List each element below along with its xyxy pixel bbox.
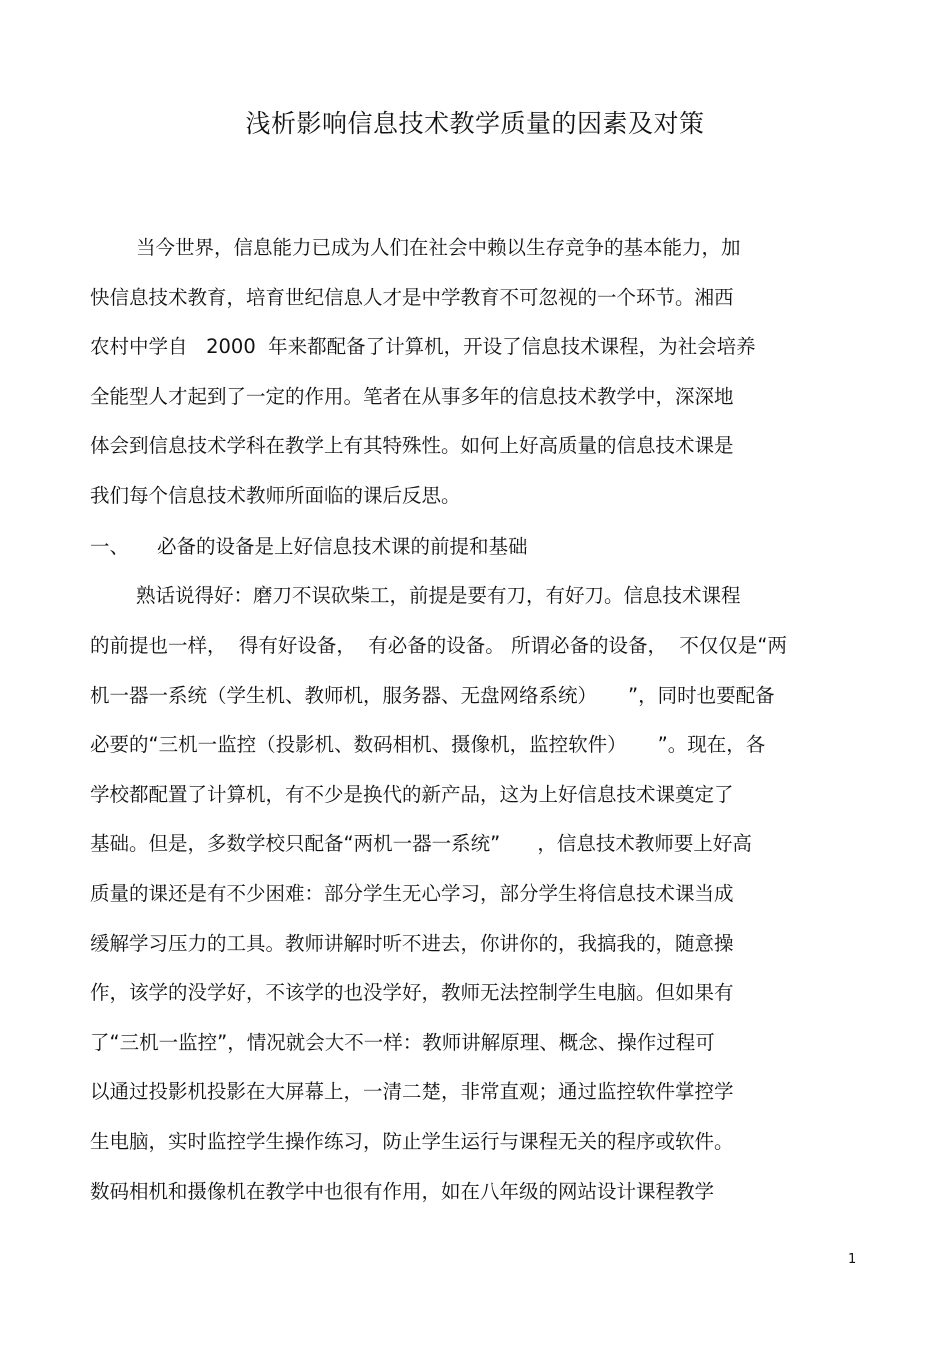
paragraph-line: 当今世界，信息能力已成为人们在社会中赖以生存竞争的基本能力，加 [136,236,741,259]
paragraph-line: 必要的“三机一监控（投影机、数码相机、摄像机，监控软件） ”。现在，各 [90,733,766,756]
paragraph-line: 我们每个信息技术教师所面临的课后反思。 [90,484,461,507]
paragraph-line: 全能型人才起到了一定的作用。笔者在从事多年的信息技术教学中，深深地 [90,385,734,408]
paragraph-line: 农村中学自 2000 年来都配备了计算机，开设了信息技术课程，为社会培养 [90,335,756,358]
section-number: 一、 [90,535,130,558]
document-title: 浅析影响信息技术教学质量的因素及对策 [245,109,705,138]
paragraph-line: 以通过投影机投影在大屏幕上，一清二楚，非常直观；通过监控软件掌控学 [90,1080,734,1103]
paragraph-line: 作，该学的没学好，不该学的也没学好，教师无法控制学生电脑。但如果有 [90,981,734,1004]
section-heading: 必备的设备是上好信息技术课的前提和基础 [157,535,528,558]
paragraph-line: 学校都配置了计算机，有不少是换代的新产品，这为上好信息技术课奠定了 [90,783,734,806]
paragraph-line: 体会到信息技术学科在教学上有其特殊性。如何上好高质量的信息技术课是 [90,434,734,457]
paragraph-line: 快信息技术教育，培育世纪信息人才是中学教育不可忽视的一个环节。湘西 [90,286,734,309]
paragraph-line: 生电脑，实时监控学生操作练习，防止学生运行与课程无关的程序或软件。 [90,1130,734,1153]
page-number: 1 [848,1252,857,1267]
paragraph-line: 机一器一系统（学生机、教师机，服务器、无盘网络系统） ”，同时也要配备 [90,684,775,707]
paragraph-line: 了“三机一监控”，情况就会大不一样：教师讲解原理、概念、操作过程可 [90,1031,715,1054]
paragraph-line: 熟话说得好：磨刀不误砍柴工，前提是要有刀，有好刀。信息技术课程 [136,584,741,607]
paragraph-line: 质量的课还是有不少困难：部分学生无心学习，部分学生将信息技术课当成 [90,882,734,905]
paragraph-line: 的前提也一样， 得有好设备， 有必备的设备。 所谓必备的设备， 不仅仅是“两 [90,634,787,657]
paragraph-line: 数码相机和摄像机在教学中也很有作用，如在八年级的网站设计课程教学 [90,1180,715,1203]
paragraph-line: 基础。但是，多数学校只配备“两机一器一系统” ，信息技术教师要上好高 [90,832,752,855]
paragraph-line: 缓解学习压力的工具。教师讲解时听不进去，你讲你的，我搞我的，随意操 [90,932,734,955]
